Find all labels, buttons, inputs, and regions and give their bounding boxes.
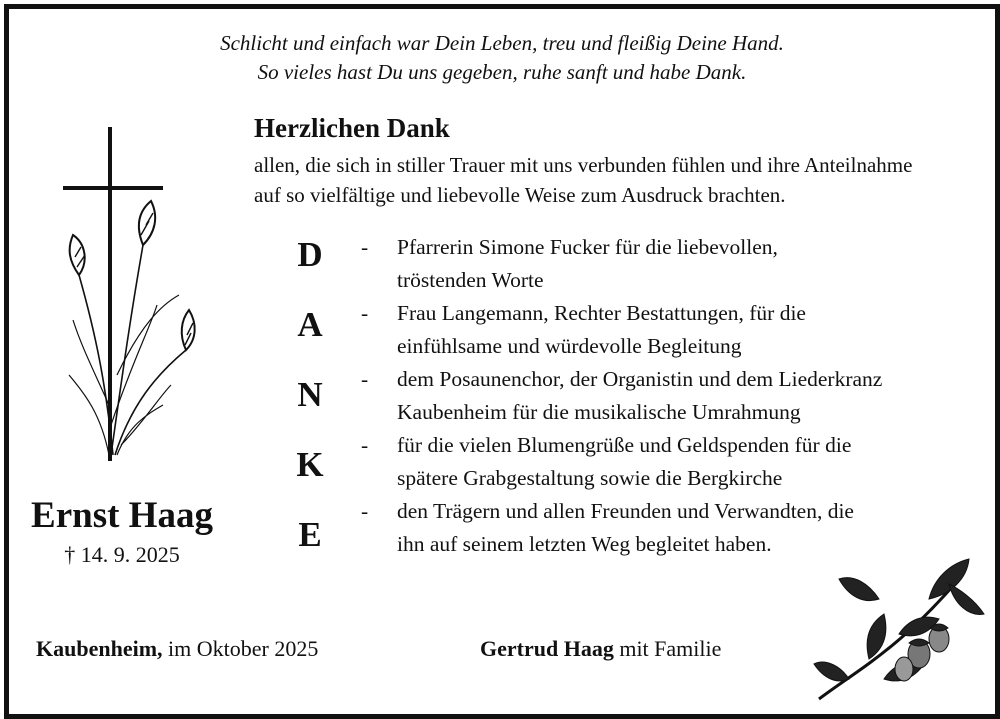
danke-letter-e: E [298,515,322,554]
item-line-1: dem Posaunenchor, der Organistin und dem Liederkranz [397,367,883,391]
footer-place: Kaubenheim, [36,636,163,661]
item-line-2: tröstenden Worte [397,268,544,292]
item-dash: - [361,433,369,457]
item-line-2: einfühlsame und würdevolle Begleitung [397,334,742,358]
thanks-intro-line-2: auf so vielfältige und liebevolle Weise zum Ausdruck brachten. [254,183,786,207]
danke-letter-k: K [296,445,324,484]
item-dash: - [361,301,369,325]
death-date: † 14. 9. 2025 [64,542,180,567]
item-line-2: spätere Grabgestaltung sowie die Bergkirche [397,466,783,490]
oak-branch-with-acorns-icon [809,539,989,709]
item-line-2: ihn auf seinem letzten Weg begleitet haben. [397,532,772,556]
thanks-item [361,297,806,363]
thanks-heading: Herzlichen Dank [254,113,450,143]
item-dash: - [361,367,369,391]
thanks-item [361,231,778,297]
obituary-card [4,4,1000,719]
item-dash: - [361,235,369,259]
item-dash: - [361,499,369,523]
cross-with-wheat-icon [51,125,221,465]
item-line-1: Frau Langemann, Rechter Bestattungen, für die [397,301,806,325]
thanks-item [361,363,882,429]
verse-line-1: Schlicht und einfach war Dein Leben, treu und fleißig Deine Hand. [220,31,784,55]
item-line-1: für die vielen Blumengrüße und Geldspenden für die [397,433,852,457]
item-line-1: den Trägern und allen Freunden und Verwandten, die [397,499,854,523]
danke-letter-n: N [297,375,323,414]
item-line-2: Kaubenheim für die musikalische Umrahmung [397,400,801,424]
thanks-intro-line-1: allen, die sich in stiller Trauer mit uns verbunden fühlen und ihre Anteilnahme [254,153,913,177]
danke-letter-a: A [297,305,323,344]
item-line-1: Pfarrerin Simone Fucker für die liebevollen, [397,235,778,259]
deceased-name: Ernst Haag [31,495,213,536]
footer-family-suffix: mit Familie [613,636,722,661]
footer-date: im Oktober 2025 [162,636,319,661]
footer-family [480,636,721,662]
footer-family-name: Gertrud Haag [480,636,614,661]
danke-letter-d: D [297,235,323,274]
verse-line-2: So vieles hast Du uns gegeben, ruhe sanft und habe Dank. [257,60,747,84]
thanks-item [361,495,854,561]
thanks-item [361,429,851,495]
footer-place-date [36,636,318,662]
